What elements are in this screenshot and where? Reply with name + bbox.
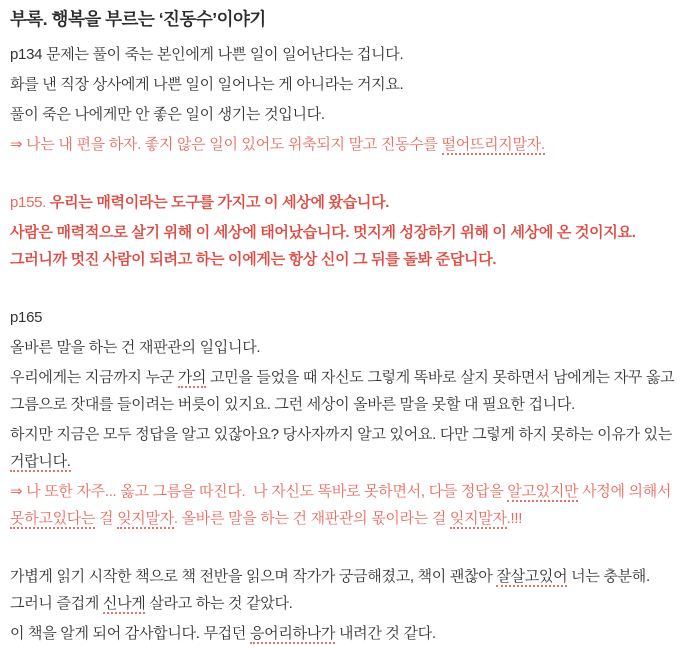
quote-p155-heading <box>10 189 677 216</box>
spellcheck-word: 잘살고있어 <box>496 568 568 585</box>
label-p165: p165 <box>10 309 43 326</box>
memo-text: 걸 <box>95 510 118 527</box>
quote-p155-body: 사람은 매력적으로 살기 위해 이 세상에 태어났습니다. 멋지게 성장하기 위해 이 세상에 온 것이지요. 그러니까 멋진 사람이 되려고 하는 이에게는 항상 신이 그 뒤를 돌봐 준답니다. <box>10 224 640 268</box>
spellcheck-word: 알고있지만 <box>507 483 579 500</box>
spellcheck-word: 떨어뜨리지말자. <box>441 136 545 153</box>
habit-text: 고민을 들었을 때 자신도 그렇게 똑바로 살지 못하면서 남에게는 자꾸 옳고 그름으로 잣대를 들이려는 버릇이 있지요. 그런 세상이 올바른 말을 못할 대 필요한 겁니다. <box>10 369 679 413</box>
section-gap <box>10 161 677 189</box>
answer-text: 하지만 지금은 모두 정답을 알고 있잖아요? 당사자까지 알고 있어요. 다만 그렇게 하지 못하는 이유가 있는 <box>10 426 676 443</box>
spellcheck-word: 거랍니다. <box>10 453 71 470</box>
review-text: 너는 충분해. 그러니 즐겁게 <box>10 568 654 612</box>
paragraph-judge: 올바른 말을 하는 건 재판관의 일입니다. <box>10 339 261 356</box>
review-text: 이 책을 알게 되어 감사합니다. 무겁던 <box>10 625 250 642</box>
memo-text: ⇒ 나는 내 편을 하자. 좋지 않은 일이 있어도 위축되지 말고 진동수를 <box>10 136 442 153</box>
review-paragraph-2 <box>10 620 677 647</box>
spellcheck-word: 잊지말자 <box>449 510 507 527</box>
memo-vibration <box>10 131 677 158</box>
spellcheck-word: 가의 <box>177 369 207 386</box>
paragraph-habit <box>10 364 677 418</box>
paragraph-p134-problem: p134 문제는 풀이 죽는 본인에게 나쁜 일이 일어난다는 겁니다. <box>10 46 404 63</box>
review-text: 내려간 것 같다. <box>335 625 436 642</box>
spellcheck-word: 응어리하나가 <box>249 625 336 642</box>
paragraph-anger: 화를 낸 직장 상사에게 나쁜 일이 일어나는 게 아니라는 거지요. <box>10 76 404 93</box>
review-text: 살라고 하는 것 같았다. <box>145 595 293 612</box>
section-gap <box>10 535 677 563</box>
section-gap <box>10 276 677 304</box>
paragraph-answer <box>10 421 677 475</box>
memo-text: .!!! <box>506 510 523 527</box>
habit-text: 우리에게는 지금까지 누군 <box>10 369 178 386</box>
review-text: 가볍게 읽기 시작한 책으로 책 전반을 읽으며 작가가 궁금해졌고, 책이 괜찮아 <box>10 568 497 585</box>
quote-heading-text: 우리는 매력이라는 도구를 가지고 이 세상에 왔습니다. <box>49 194 390 211</box>
post-title: 부록. 행복을 부르는 ‘진동수’이야기 <box>10 9 266 29</box>
memo-judge <box>10 478 677 532</box>
review-paragraph-1 <box>10 563 677 617</box>
spellcheck-word: 신나게 <box>102 595 146 612</box>
spellcheck-word: 못하고있다는 <box>10 510 96 527</box>
memo-text: 사정에 의해서 <box>578 483 675 500</box>
memo-text: . 올바른 말을 하는 건 재판관의 몫이라는 걸 <box>173 510 450 527</box>
paragraph-discouraged: 풀이 죽은 나에게만 안 좋은 일이 생기는 것입니다. <box>10 106 325 123</box>
page-label: p155. <box>10 194 50 211</box>
spellcheck-word: 잊지말자 <box>117 510 174 527</box>
memo-text: ⇒ 나 또한 자주... 옳고 그름을 따진다. 나 자신도 똑바로 못하면서, 다들 정답을 <box>10 483 508 500</box>
